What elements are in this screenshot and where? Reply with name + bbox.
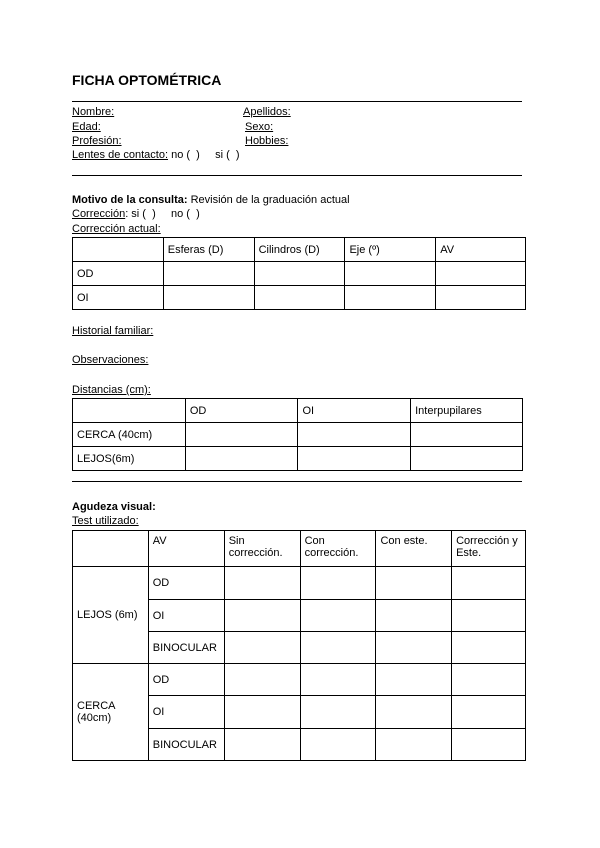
table-header-cell: Corrección y Este. [452,531,526,567]
table-cell[interactable] [376,664,452,696]
table-header-row [73,399,523,423]
table-cell[interactable] [452,632,526,664]
table-header-cell [73,238,164,262]
table-cell[interactable] [254,286,345,310]
table-cell[interactable] [411,423,523,447]
correccion-actual-table [72,237,526,310]
agudeza-visual-title: Agudeza visual: [72,501,156,513]
table-cell[interactable] [411,447,523,471]
divider [72,101,522,102]
table-cell[interactable] [300,600,376,632]
row-label: LEJOS(6m) [73,447,186,471]
correccion-options[interactable]: : si ( ) no ( ) [125,208,200,220]
correccion-row [72,208,200,220]
table-cell[interactable] [376,600,452,632]
table-header-cell: Cilindros (D) [254,238,345,262]
table-cell[interactable] [376,696,452,729]
divider [72,481,522,482]
table-row [73,262,526,286]
table-cell[interactable] [345,262,436,286]
table-cell[interactable] [300,632,376,664]
table-cell[interactable] [436,286,526,310]
row-label: CERCA (40cm) [73,423,186,447]
table-cell[interactable] [298,423,411,447]
row-label: OD [148,567,224,600]
page-title: FICHA OPTOMÉTRICA [72,72,222,88]
apellidos-label: Apellidos: [243,106,291,118]
table-cell[interactable] [298,447,411,471]
table-cell[interactable] [185,447,298,471]
table-header-row [73,531,526,567]
table-cell[interactable] [300,729,376,761]
table-cell[interactable] [376,567,452,600]
test-utilizado-label: Test utilizado: [72,515,139,527]
row-label: OI [148,696,224,729]
row-label: OI [148,600,224,632]
table-row [73,286,526,310]
table-cell[interactable] [376,632,452,664]
correccion-label: Corrección [72,208,126,220]
table-cell[interactable] [224,729,300,761]
table-header-cell: Con corrección. [300,531,376,567]
profesion-label: Profesión: [72,135,122,147]
table-cell[interactable] [185,423,298,447]
hobbies-label: Hobbies: [245,135,289,147]
table-row [73,423,523,447]
divider [72,175,522,176]
table-cell[interactable] [436,262,526,286]
row-label: OD [73,262,164,286]
table-cell[interactable] [254,262,345,286]
historial-familiar-label: Historial familiar: [72,325,154,337]
table-header-cell: Esferas (D) [163,238,254,262]
motivo-row [72,194,350,206]
table-cell[interactable] [300,664,376,696]
table-header-cell: OI [298,399,411,423]
table-cell[interactable] [300,567,376,600]
table-header-cell: AV [148,531,224,567]
table-cell[interactable] [452,567,526,600]
table-cell[interactable] [452,664,526,696]
table-row [73,567,526,600]
correccion-actual-label: Corrección actual: [72,223,161,235]
table-row [73,447,523,471]
table-cell[interactable] [452,696,526,729]
sexo-label: Sexo: [245,121,274,133]
row-label: BINOCULAR [148,632,224,664]
lentes-contacto-options[interactable]: no ( ) si ( ) [171,149,240,161]
table-cell[interactable] [224,567,300,600]
observaciones-label: Observaciones: [72,354,149,366]
group-label: LEJOS (6m) [73,567,149,664]
table-header-cell [73,531,149,567]
table-header-cell: AV [436,238,526,262]
distancias-label: Distancias (cm): [72,384,151,396]
table-cell[interactable] [345,286,436,310]
table-cell[interactable] [163,262,254,286]
table-header-row [73,238,526,262]
distancias-table [72,398,523,471]
edad-label: Edad: [72,121,101,133]
lentes-contacto-label: Lentes de contacto: [72,149,169,161]
table-cell[interactable] [224,632,300,664]
table-header-cell: Sin corrección. [224,531,300,567]
group-label: CERCA (40cm) [73,664,149,761]
motivo-value: Revisión de la graduación actual [187,194,350,206]
table-cell[interactable] [452,729,526,761]
table-cell[interactable] [224,600,300,632]
agudeza-visual-table [72,530,526,761]
table-cell[interactable] [300,696,376,729]
table-cell[interactable] [224,696,300,729]
motivo-label: Motivo de la consulta: [72,194,188,206]
table-header-cell: Interpupilares [411,399,523,423]
row-label: OD [148,664,224,696]
table-header-cell: OD [185,399,298,423]
table-header-cell [73,399,186,423]
table-header-cell: Con este. [376,531,452,567]
table-cell[interactable] [224,664,300,696]
table-cell[interactable] [376,729,452,761]
row-label: BINOCULAR [148,729,224,761]
table-cell[interactable] [163,286,254,310]
table-cell[interactable] [452,600,526,632]
table-row [73,664,526,696]
table-header-cell: Eje (º) [345,238,436,262]
nombre-label: Nombre: [72,106,115,118]
row-label: OI [73,286,164,310]
lentes-contacto-row [72,149,240,161]
